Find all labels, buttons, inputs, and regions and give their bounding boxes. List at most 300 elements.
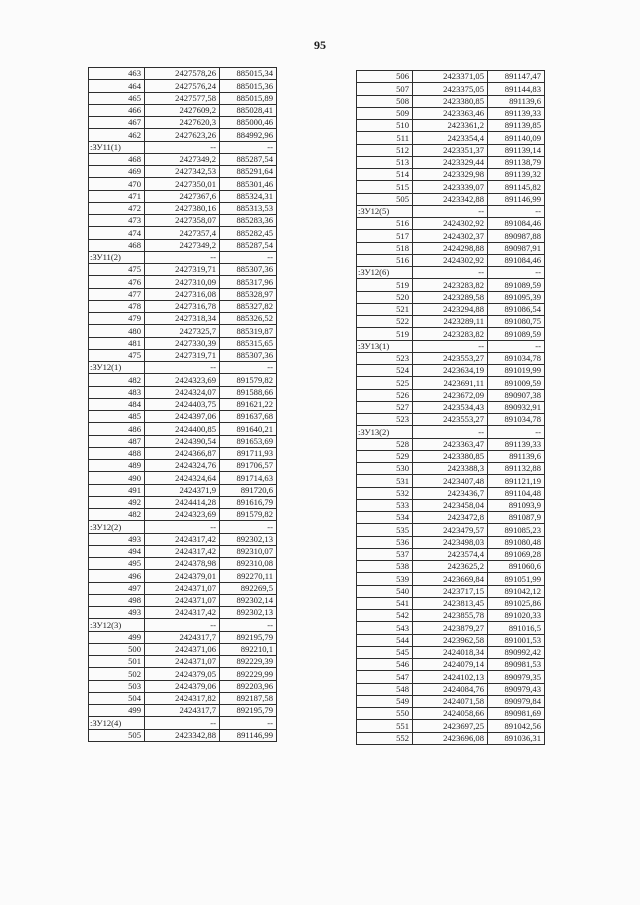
- x-coordinate-cell: 2424397,06: [145, 411, 220, 423]
- x-coordinate-cell: 2424323,69: [145, 374, 220, 386]
- x-coordinate-cell: 2424379,06: [145, 680, 220, 692]
- y-coordinate-cell: 885327,82: [220, 300, 277, 312]
- table-row: [89, 435, 277, 447]
- point-number-cell: 548: [357, 683, 413, 695]
- point-number-cell: 533: [357, 499, 413, 511]
- x-coordinate-cell: 2423329,98: [413, 169, 488, 181]
- y-coordinate-cell: 891121,19: [488, 475, 545, 487]
- y-coordinate-cell: 885324,31: [220, 190, 277, 202]
- table-row: [357, 683, 545, 695]
- x-coordinate-cell: 2423342,88: [413, 193, 488, 205]
- x-coordinate-cell: 2424317,7: [145, 631, 220, 643]
- table-row: [89, 374, 277, 386]
- table-row: [89, 411, 277, 423]
- x-coordinate-cell: 2423289,58: [413, 291, 488, 303]
- x-coordinate-cell: 2427576,24: [145, 80, 220, 92]
- point-number-cell: :ЗУ12(5): [357, 205, 413, 217]
- table-row: [357, 352, 545, 364]
- y-coordinate-cell: 885313,53: [220, 202, 277, 214]
- point-number-cell: 552: [357, 732, 413, 744]
- x-coordinate-cell: 2423697,25: [413, 720, 488, 732]
- x-coordinate-cell: 2423283,82: [413, 279, 488, 291]
- x-coordinate-cell: 2427620,3: [145, 117, 220, 129]
- x-coordinate-cell: 2423458,04: [413, 499, 488, 511]
- table-row: [89, 92, 277, 104]
- y-coordinate-cell: 890981,53: [488, 659, 545, 671]
- y-coordinate-cell: 891087,9: [488, 512, 545, 524]
- x-coordinate-cell: 2424371,07: [145, 582, 220, 594]
- plot-header-row: [89, 717, 277, 729]
- point-number-cell: :ЗУ12(4): [89, 717, 145, 729]
- point-number-cell: 477: [89, 288, 145, 300]
- y-coordinate-cell: 891588,66: [220, 386, 277, 398]
- point-number-cell: 500: [89, 643, 145, 655]
- y-coordinate-cell: 891016,5: [488, 622, 545, 634]
- point-number-cell: 524: [357, 365, 413, 377]
- point-number-cell: 531: [357, 475, 413, 487]
- x-coordinate-cell: 2423294,88: [413, 303, 488, 315]
- point-number-cell: :ЗУ12(6): [357, 267, 413, 279]
- x-coordinate-cell: 2423691,11: [413, 377, 488, 389]
- point-number-cell: 514: [357, 169, 413, 181]
- x-coordinate-cell: 2423407,48: [413, 475, 488, 487]
- point-number-cell: 505: [89, 729, 145, 741]
- x-coordinate-cell: 2423634,19: [413, 365, 488, 377]
- point-number-cell: :ЗУ12(3): [89, 619, 145, 631]
- x-coordinate-cell: 2423669,84: [413, 573, 488, 585]
- table-row: [357, 671, 545, 683]
- x-coordinate-cell: 2424317,42: [145, 545, 220, 557]
- x-coordinate-cell: 2427330,39: [145, 337, 220, 349]
- table-row: [357, 573, 545, 585]
- x-coordinate-cell: 2427319,71: [145, 349, 220, 361]
- x-coordinate-cell: 2423672,09: [413, 389, 488, 401]
- point-number-cell: 513: [357, 156, 413, 168]
- y-coordinate-cell: 891080,48: [488, 536, 545, 548]
- x-coordinate-cell: 2423813,45: [413, 597, 488, 609]
- y-coordinate-cell: 891132,88: [488, 463, 545, 475]
- x-coordinate-cell: 2423375,05: [413, 83, 488, 95]
- y-coordinate-cell: 885000,46: [220, 117, 277, 129]
- point-number-cell: 544: [357, 634, 413, 646]
- table-row: [357, 732, 545, 744]
- y-coordinate-cell: 892310,08: [220, 558, 277, 570]
- point-number-cell: 530: [357, 463, 413, 475]
- x-coordinate-cell: 2423436,7: [413, 487, 488, 499]
- point-number-cell: 466: [89, 104, 145, 116]
- table-row: [357, 107, 545, 119]
- table-row: [89, 153, 277, 165]
- y-coordinate-cell: 892302,13: [220, 607, 277, 619]
- y-coordinate-cell: 885015,36: [220, 80, 277, 92]
- x-coordinate-cell: --: [145, 141, 220, 153]
- y-coordinate-cell: 891139,6: [488, 95, 545, 107]
- table-row: [357, 450, 545, 462]
- point-number-cell: 535: [357, 524, 413, 536]
- y-coordinate-cell: --: [488, 426, 545, 438]
- y-coordinate-cell: 885028,41: [220, 104, 277, 116]
- y-coordinate-cell: 891020,33: [488, 610, 545, 622]
- x-coordinate-cell: --: [413, 340, 488, 352]
- table-row: [357, 254, 545, 266]
- point-number-cell: 462: [89, 129, 145, 141]
- table-row: [357, 414, 545, 426]
- x-coordinate-cell: 2424302,92: [413, 254, 488, 266]
- x-coordinate-cell: 2427578,26: [145, 68, 220, 80]
- x-coordinate-cell: 2424317,42: [145, 533, 220, 545]
- table-row: [357, 169, 545, 181]
- point-number-cell: 520: [357, 291, 413, 303]
- y-coordinate-cell: 891147,47: [488, 71, 545, 83]
- y-coordinate-cell: 891138,79: [488, 156, 545, 168]
- x-coordinate-cell: 2427577,58: [145, 92, 220, 104]
- table-row: [357, 585, 545, 597]
- table-row: [89, 276, 277, 288]
- table-row: [357, 708, 545, 720]
- table-row: [357, 634, 545, 646]
- y-coordinate-cell: 892270,11: [220, 570, 277, 582]
- point-number-cell: 543: [357, 622, 413, 634]
- plot-header-row: [89, 362, 277, 374]
- y-coordinate-cell: 891139,33: [488, 107, 545, 119]
- y-coordinate-cell: --: [488, 205, 545, 217]
- x-coordinate-cell: 2424302,92: [413, 218, 488, 230]
- point-number-cell: 534: [357, 512, 413, 524]
- point-number-cell: 497: [89, 582, 145, 594]
- x-coordinate-cell: --: [145, 251, 220, 263]
- y-coordinate-cell: 890987,88: [488, 230, 545, 242]
- table-row: [89, 558, 277, 570]
- table-row: [357, 316, 545, 328]
- table-row: [357, 524, 545, 536]
- table-row: [357, 377, 545, 389]
- table-row: [89, 692, 277, 704]
- plot-header-row: [89, 251, 277, 263]
- y-coordinate-cell: 885282,45: [220, 227, 277, 239]
- x-coordinate-cell: 2427316,08: [145, 288, 220, 300]
- point-number-cell: :ЗУ13(2): [357, 426, 413, 438]
- x-coordinate-cell: 2423553,27: [413, 352, 488, 364]
- y-coordinate-cell: 885307,36: [220, 349, 277, 361]
- y-coordinate-cell: 891084,46: [488, 218, 545, 230]
- table-row: [89, 178, 277, 190]
- point-number-cell: 474: [89, 227, 145, 239]
- y-coordinate-cell: --: [488, 340, 545, 352]
- x-coordinate-cell: 2423553,27: [413, 414, 488, 426]
- point-number-cell: 525: [357, 377, 413, 389]
- y-coordinate-cell: 890932,91: [488, 401, 545, 413]
- point-number-cell: 519: [357, 328, 413, 340]
- point-number-cell: 511: [357, 132, 413, 144]
- x-coordinate-cell: 2427316,78: [145, 300, 220, 312]
- table-row: [89, 337, 277, 349]
- point-number-cell: 512: [357, 144, 413, 156]
- x-coordinate-cell: 2424323,69: [145, 509, 220, 521]
- y-coordinate-cell: 891139,14: [488, 144, 545, 156]
- point-number-cell: 547: [357, 671, 413, 683]
- y-coordinate-cell: 891706,57: [220, 460, 277, 472]
- point-number-cell: 538: [357, 561, 413, 573]
- x-coordinate-cell: 2424018,34: [413, 646, 488, 658]
- point-number-cell: 480: [89, 325, 145, 337]
- plot-header-row: [357, 205, 545, 217]
- point-number-cell: 529: [357, 450, 413, 462]
- table-row: [357, 622, 545, 634]
- table-row: [89, 117, 277, 129]
- table-row: [89, 545, 277, 557]
- y-coordinate-cell: 890979,43: [488, 683, 545, 695]
- y-coordinate-cell: 891640,21: [220, 423, 277, 435]
- table-row: [357, 365, 545, 377]
- y-coordinate-cell: 890979,35: [488, 671, 545, 683]
- table-row: [89, 190, 277, 202]
- table-row: [89, 166, 277, 178]
- x-coordinate-cell: 2424317,42: [145, 607, 220, 619]
- y-coordinate-cell: 884992,96: [220, 129, 277, 141]
- y-coordinate-cell: 891146,99: [488, 193, 545, 205]
- point-number-cell: 515: [357, 181, 413, 193]
- x-coordinate-cell: 2424084,76: [413, 683, 488, 695]
- x-coordinate-cell: 2424324,76: [145, 460, 220, 472]
- x-coordinate-cell: 2424317,7: [145, 705, 220, 717]
- table-row: [357, 487, 545, 499]
- x-coordinate-cell: 2423342,88: [145, 729, 220, 741]
- point-number-cell: 463: [89, 68, 145, 80]
- x-coordinate-cell: 2424058,66: [413, 708, 488, 720]
- table-row: [357, 230, 545, 242]
- y-coordinate-cell: 885287,54: [220, 239, 277, 251]
- table-row: [89, 288, 277, 300]
- x-coordinate-cell: 2427318,34: [145, 313, 220, 325]
- y-coordinate-cell: 891579,82: [220, 509, 277, 521]
- point-number-cell: 516: [357, 254, 413, 266]
- table-row: [357, 659, 545, 671]
- table-row: [357, 303, 545, 315]
- y-coordinate-cell: 891139,33: [488, 438, 545, 450]
- y-coordinate-cell: 892310,07: [220, 545, 277, 557]
- y-coordinate-cell: 892195,79: [220, 631, 277, 643]
- x-coordinate-cell: 2424390,54: [145, 435, 220, 447]
- table-row: [89, 325, 277, 337]
- point-number-cell: 499: [89, 631, 145, 643]
- point-number-cell: 528: [357, 438, 413, 450]
- x-coordinate-cell: 2427357,4: [145, 227, 220, 239]
- table-row: [357, 120, 545, 132]
- x-coordinate-cell: 2424403,75: [145, 398, 220, 410]
- y-coordinate-cell: --: [220, 141, 277, 153]
- table-row: [89, 656, 277, 668]
- y-coordinate-cell: 891139,32: [488, 169, 545, 181]
- x-coordinate-cell: 2423534,43: [413, 401, 488, 413]
- table-row: [357, 291, 545, 303]
- table-row: [89, 607, 277, 619]
- y-coordinate-cell: 892187,58: [220, 692, 277, 704]
- point-number-cell: 468: [89, 153, 145, 165]
- y-coordinate-cell: 892210,1: [220, 643, 277, 655]
- point-number-cell: :ЗУ13(1): [357, 340, 413, 352]
- y-coordinate-cell: 891145,82: [488, 181, 545, 193]
- y-coordinate-cell: 891089,59: [488, 328, 545, 340]
- y-coordinate-cell: 892302,14: [220, 594, 277, 606]
- y-coordinate-cell: 885319,87: [220, 325, 277, 337]
- x-coordinate-cell: 2423354,4: [413, 132, 488, 144]
- point-number-cell: 545: [357, 646, 413, 658]
- table-row: [357, 389, 545, 401]
- x-coordinate-cell: 2423361,2: [413, 120, 488, 132]
- point-number-cell: 475: [89, 264, 145, 276]
- point-number-cell: 539: [357, 573, 413, 585]
- x-coordinate-cell: --: [145, 717, 220, 729]
- y-coordinate-cell: 892229,39: [220, 656, 277, 668]
- table-row: [357, 438, 545, 450]
- y-coordinate-cell: 890992,42: [488, 646, 545, 658]
- point-number-cell: 516: [357, 218, 413, 230]
- point-number-cell: 526: [357, 389, 413, 401]
- table-row: [357, 156, 545, 168]
- table-row: [89, 68, 277, 80]
- y-coordinate-cell: 891711,93: [220, 447, 277, 459]
- y-coordinate-cell: --: [220, 251, 277, 263]
- x-coordinate-cell: 2423329,44: [413, 156, 488, 168]
- point-number-cell: 494: [89, 545, 145, 557]
- point-number-cell: 541: [357, 597, 413, 609]
- plot-header-row: [357, 267, 545, 279]
- point-number-cell: 490: [89, 472, 145, 484]
- point-number-cell: 509: [357, 107, 413, 119]
- y-coordinate-cell: 891042,12: [488, 585, 545, 597]
- y-coordinate-cell: 890987,91: [488, 242, 545, 254]
- point-number-cell: 470: [89, 178, 145, 190]
- point-number-cell: 472: [89, 202, 145, 214]
- x-coordinate-cell: 2423388,3: [413, 463, 488, 475]
- y-coordinate-cell: 891034,78: [488, 414, 545, 426]
- table-row: [357, 548, 545, 560]
- x-coordinate-cell: 2427349,2: [145, 153, 220, 165]
- y-coordinate-cell: 891001,53: [488, 634, 545, 646]
- x-coordinate-cell: --: [413, 426, 488, 438]
- x-coordinate-cell: 2427342,53: [145, 166, 220, 178]
- y-coordinate-cell: 885317,96: [220, 276, 277, 288]
- x-coordinate-cell: 2423380,85: [413, 95, 488, 107]
- point-number-cell: 518: [357, 242, 413, 254]
- y-coordinate-cell: 892203,96: [220, 680, 277, 692]
- x-coordinate-cell: --: [413, 205, 488, 217]
- table-row: [357, 536, 545, 548]
- x-coordinate-cell: 2423625,2: [413, 561, 488, 573]
- point-number-cell: 483: [89, 386, 145, 398]
- point-number-cell: 485: [89, 411, 145, 423]
- coordinates-table-right: [356, 70, 545, 745]
- x-coordinate-cell: 2423498,03: [413, 536, 488, 548]
- x-coordinate-cell: 2423479,57: [413, 524, 488, 536]
- point-number-cell: 486: [89, 423, 145, 435]
- table-row: [89, 729, 277, 741]
- x-coordinate-cell: 2424371,07: [145, 656, 220, 668]
- y-coordinate-cell: 885283,36: [220, 215, 277, 227]
- point-number-cell: 537: [357, 548, 413, 560]
- table-row: [357, 242, 545, 254]
- point-number-cell: 527: [357, 401, 413, 413]
- x-coordinate-cell: 2424366,87: [145, 447, 220, 459]
- x-coordinate-cell: 2424378,98: [145, 558, 220, 570]
- y-coordinate-cell: 890981,69: [488, 708, 545, 720]
- point-number-cell: 468: [89, 239, 145, 251]
- y-coordinate-cell: 885287,54: [220, 153, 277, 165]
- x-coordinate-cell: 2424071,58: [413, 695, 488, 707]
- y-coordinate-cell: 891085,23: [488, 524, 545, 536]
- y-coordinate-cell: 891025,86: [488, 597, 545, 609]
- y-coordinate-cell: 891080,75: [488, 316, 545, 328]
- x-coordinate-cell: 2427350,01: [145, 178, 220, 190]
- point-number-cell: :ЗУ11(2): [89, 251, 145, 263]
- table-row: [89, 705, 277, 717]
- point-number-cell: 506: [357, 71, 413, 83]
- table-row: [89, 680, 277, 692]
- table-row: [357, 279, 545, 291]
- y-coordinate-cell: 891084,46: [488, 254, 545, 266]
- table-row: [89, 349, 277, 361]
- y-coordinate-cell: --: [220, 717, 277, 729]
- y-coordinate-cell: 890907,38: [488, 389, 545, 401]
- x-coordinate-cell: 2423380,85: [413, 450, 488, 462]
- x-coordinate-cell: 2424298,88: [413, 242, 488, 254]
- point-number-cell: 503: [89, 680, 145, 692]
- x-coordinate-cell: --: [413, 267, 488, 279]
- table-row: [357, 499, 545, 511]
- table-row: [89, 398, 277, 410]
- page-number: 95: [314, 38, 326, 52]
- x-coordinate-cell: 2424102,13: [413, 671, 488, 683]
- y-coordinate-cell: 891714,63: [220, 472, 277, 484]
- y-coordinate-cell: 892302,13: [220, 533, 277, 545]
- point-number-cell: 478: [89, 300, 145, 312]
- table-row: [357, 95, 545, 107]
- point-number-cell: 501: [89, 656, 145, 668]
- table-row: [89, 239, 277, 251]
- point-number-cell: 498: [89, 594, 145, 606]
- x-coordinate-cell: 2427609,2: [145, 104, 220, 116]
- point-number-cell: 481: [89, 337, 145, 349]
- plot-header-row: [89, 141, 277, 153]
- coordinates-table-left: [88, 67, 277, 742]
- point-number-cell: 508: [357, 95, 413, 107]
- x-coordinate-cell: 2427325,7: [145, 325, 220, 337]
- y-coordinate-cell: 890979,84: [488, 695, 545, 707]
- x-coordinate-cell: 2424324,07: [145, 386, 220, 398]
- point-number-cell: :ЗУ11(1): [89, 141, 145, 153]
- table-row: [357, 512, 545, 524]
- x-coordinate-cell: 2424324,64: [145, 472, 220, 484]
- point-number-cell: 489: [89, 460, 145, 472]
- point-number-cell: 505: [357, 193, 413, 205]
- point-number-cell: 521: [357, 303, 413, 315]
- table-row: [89, 264, 277, 276]
- point-number-cell: 504: [89, 692, 145, 704]
- x-coordinate-cell: 2427310,09: [145, 276, 220, 288]
- table-row: [89, 423, 277, 435]
- table-row: [357, 463, 545, 475]
- y-coordinate-cell: 885326,52: [220, 313, 277, 325]
- table-row: [357, 475, 545, 487]
- table-row: [89, 668, 277, 680]
- x-coordinate-cell: 2424079,14: [413, 659, 488, 671]
- table-row: [89, 594, 277, 606]
- x-coordinate-cell: 2427349,2: [145, 239, 220, 251]
- y-coordinate-cell: 892269,5: [220, 582, 277, 594]
- point-number-cell: 496: [89, 570, 145, 582]
- point-number-cell: 551: [357, 720, 413, 732]
- point-number-cell: 465: [89, 92, 145, 104]
